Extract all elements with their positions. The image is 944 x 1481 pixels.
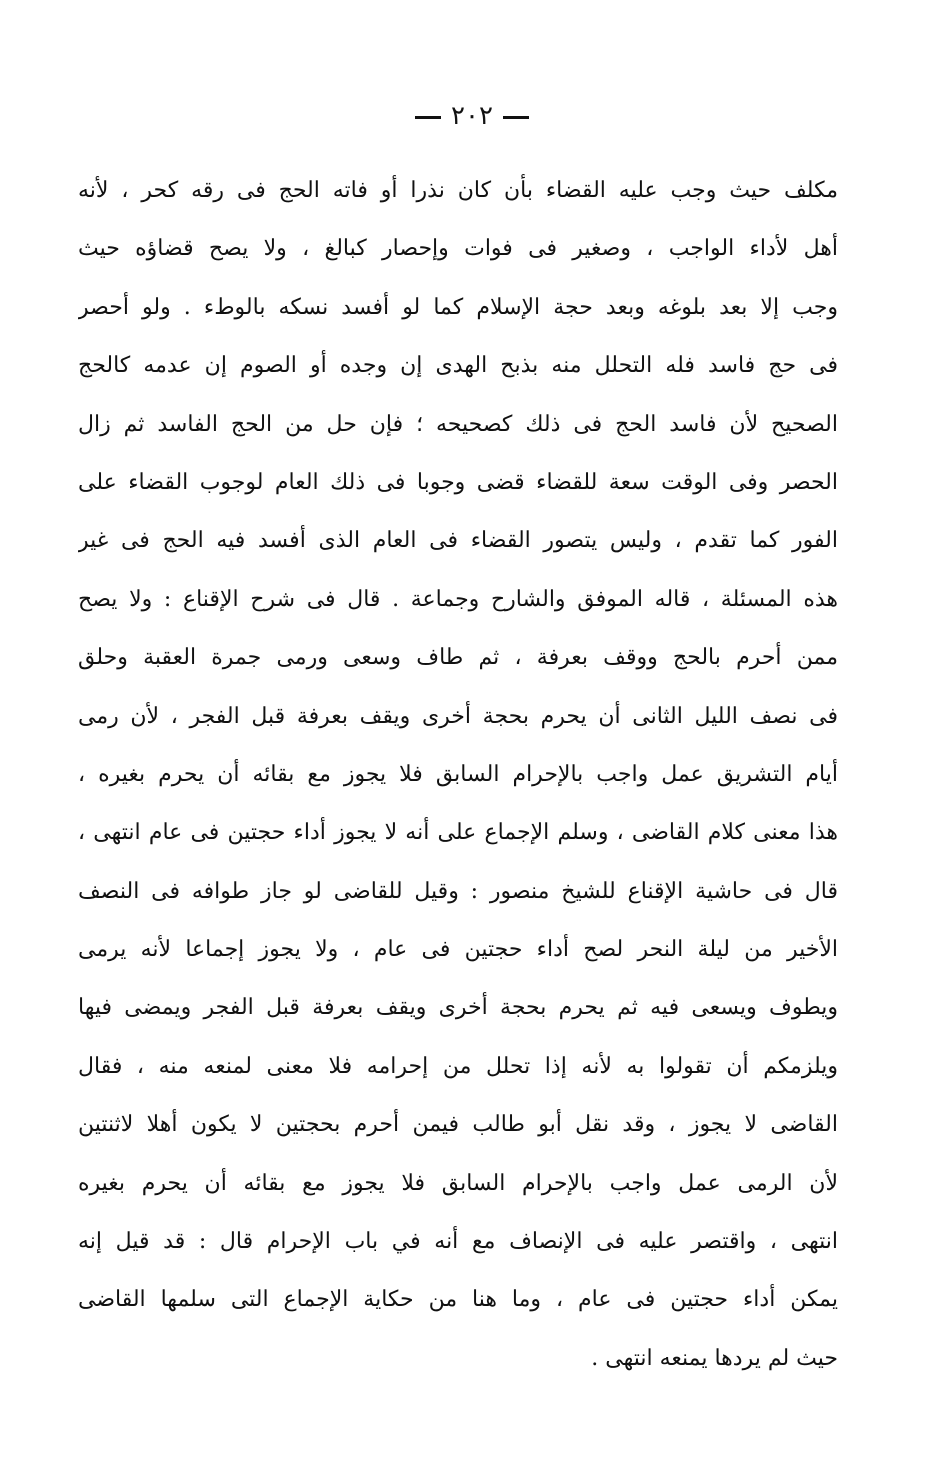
text-line: الصحيح لأن فاسد الحج فى ذلك كصحيحه ؛ فإن حل من الحج الفاسد ثم زال bbox=[78, 411, 838, 437]
text-line: مكلف حيث وجب عليه القضاء بأن كان نذرا أو فاته الحج فى رقه كحر ، لأنه bbox=[78, 178, 838, 203]
text-line: أيام التشريق عمل واجب بالإحرام السابق فلا يجوز مع بقائه أن يحرم بغيره ، bbox=[78, 761, 838, 787]
text-line: انتهى ، واقتصر عليه فى الإنصاف مع أنه في باب الإحرام قال : قد قيل إنه bbox=[78, 1229, 838, 1255]
text-line: وجب إلا بعد بلوغه وبعد حجة الإسلام كما لو أفسد نسكه بالوطء . ولو أحصر bbox=[78, 294, 838, 320]
text-line: ويلزمكم أن تقولوا به لأنه إذا تحلل من إحرامه فلا معنى لمنعه منه ، فقال bbox=[78, 1053, 838, 1079]
text-line: الأخير من ليلة النحر لصح أداء حجتين فى عام ، ولا يجوز إجماعا لأنه يرمى bbox=[78, 937, 838, 963]
text-line: لأن الرمى عمل واجب بالإحرام السابق فلا يجوز مع بقائه أن يحرم بغيره bbox=[78, 1170, 838, 1196]
text-line: القاضى لا يجوز ، وقد نقل أبو طالب فيمن أحرم بحجتين لا يكون أهلا لاثنتين bbox=[78, 1112, 838, 1138]
text-line: الحصر وفى الوقت سعة للقضاء قضى وجوبا فى ذلك العام لوجوب القضاء على bbox=[78, 469, 838, 495]
page-number-header bbox=[0, 96, 944, 136]
page-number: ٢٠٢ bbox=[451, 101, 493, 131]
text-line: أهل لأداء الواجب ، وصغير فى فوات وإحصار كبالغ ، ولا يصح قضاؤه حيث bbox=[78, 236, 838, 262]
text-line: ممن أحرم بالحج ووقف بعرفة ، ثم طاف وسعى ورمى جمرة العقبة وحلق bbox=[78, 645, 838, 671]
text-line-last: حيث لم يردها يمنعه انتهى . bbox=[591, 1345, 838, 1371]
text-line: الفور كما تقدم ، وليس يتصور القضاء فى العام الذى أفسد فيه الحج فى غير bbox=[78, 528, 838, 554]
left-dash bbox=[503, 116, 529, 119]
text-line: هذه المسئلة ، قاله الموفق والشارح وجماعة . قال فى شرح الإقناع : ولا يصح bbox=[78, 586, 838, 612]
text-line: قال فى حاشية الإقناع للشيخ منصور : وقيل للقاضى لو جاز طوافه فى النصف bbox=[78, 878, 838, 904]
text-line: يمكن أداء حجتين فى عام ، وما هنا من حكاية الإجماع التى سلمها القاضى bbox=[78, 1287, 838, 1313]
text-line: ويطوف ويسعى فيه ثم يحرم بحجة أخرى ويقف بعرفة قبل الفجر ويمضى فيها bbox=[78, 995, 838, 1021]
text-line: هذا معنى كلام القاضى ، وسلم الإجماع على أنه لا يجوز أداء حجتين فى عام انتهى ، bbox=[78, 820, 838, 846]
right-dash bbox=[415, 116, 441, 119]
text-line: فى نصف الليل الثانى أن يحرم بحجة أخرى ويقف بعرفة قبل الفجر ، لأن رمى bbox=[78, 703, 838, 729]
body-text bbox=[78, 162, 838, 1388]
text-line: فى حج فاسد فله التحلل منه بذبح الهدى إن وجده أو الصوم إن عدمه كالحج bbox=[78, 353, 838, 379]
